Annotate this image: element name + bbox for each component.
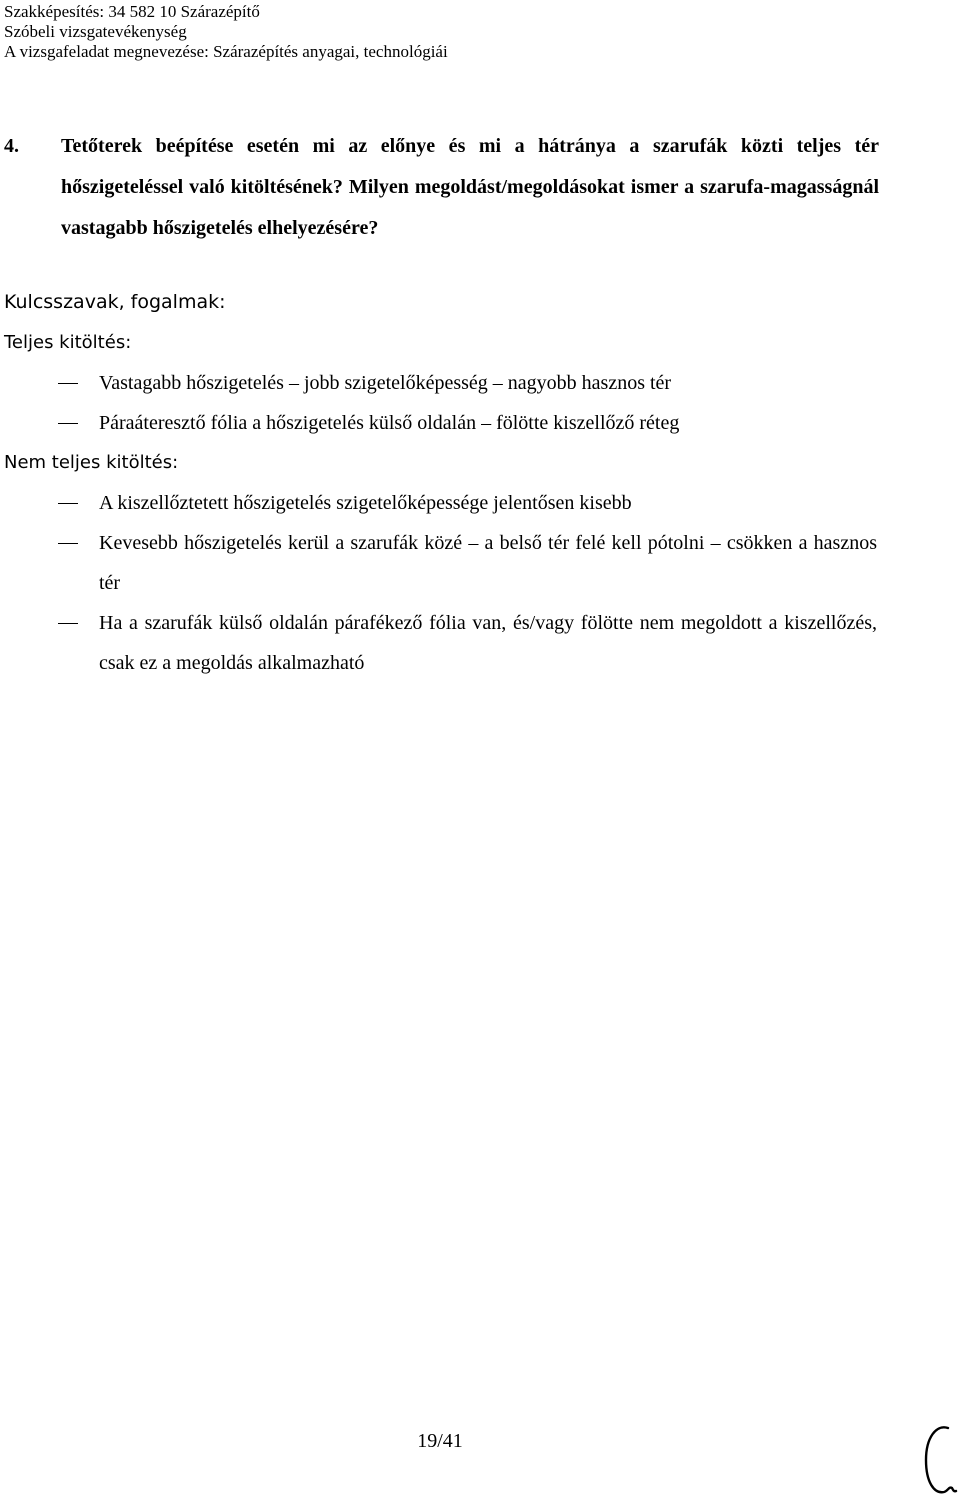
signature-mark [918,1420,958,1500]
list-item [0,523,877,603]
list-item-text: A kiszellőztetett hőszigetelés szigetelőképessége jelentősen kisebb [99,492,632,514]
list-item [0,403,877,443]
document-header [4,2,448,62]
partial-fill-label: Nem teljes kitöltés: [4,452,179,473]
question-text: Tetőterek beépítése esetén mi az előnye és mi a hátránya a szarufák közti teljes tér hőszigeteléssel való kitöltésének? Milyen megoldást/megoldásokat ismer a szarufa-magasságnál vastagabb hőszigetelés elhelyezésére? [61,135,879,239]
full-fill-label: Teljes kitöltés: [4,332,132,353]
partial-fill-list [0,483,900,683]
question-block [4,126,904,249]
dash-bullet [58,383,78,384]
list-item [0,603,877,683]
dash-bullet [58,503,78,504]
list-item-text: Vastagabb hőszigetelés – jobb szigetelőképesség – nagyobb hasznos tér [99,372,672,394]
list-item-text: Kevesebb hőszigetelés kerül a szarufák közé – a belső tér felé kell pótolni – csökken a hasznos tér [99,532,877,594]
dash-bullet [58,623,78,624]
list-item-text: Ha a szarufák külső oldalán párafékező fólia van, és/vagy fölötte nem megoldott a kiszellőzés, csak ez a megoldás alkalmazható [99,612,877,674]
list-item [0,363,877,403]
dash-bullet [58,543,78,544]
question-number: 4. [4,135,19,157]
list-item [0,483,877,523]
keywords-title: Kulcsszavak, fogalmak: [4,291,226,313]
dash-bullet [58,423,78,424]
list-item-text: Páraáteresztő fólia a hőszigetelés külső oldalán – fölötte kiszellőző réteg [99,412,680,434]
task-name-line: A vizsgafeladat megnevezése: Szárazépítés anyagai, technológiái [4,42,448,61]
full-fill-list [0,363,900,443]
qualification-line: Szakképesítés: 34 582 10 Szárazépítő [4,2,260,21]
exam-activity-line: Szóbeli vizsgatevékenység [4,22,187,41]
page-number: 19/41 [417,1430,463,1452]
